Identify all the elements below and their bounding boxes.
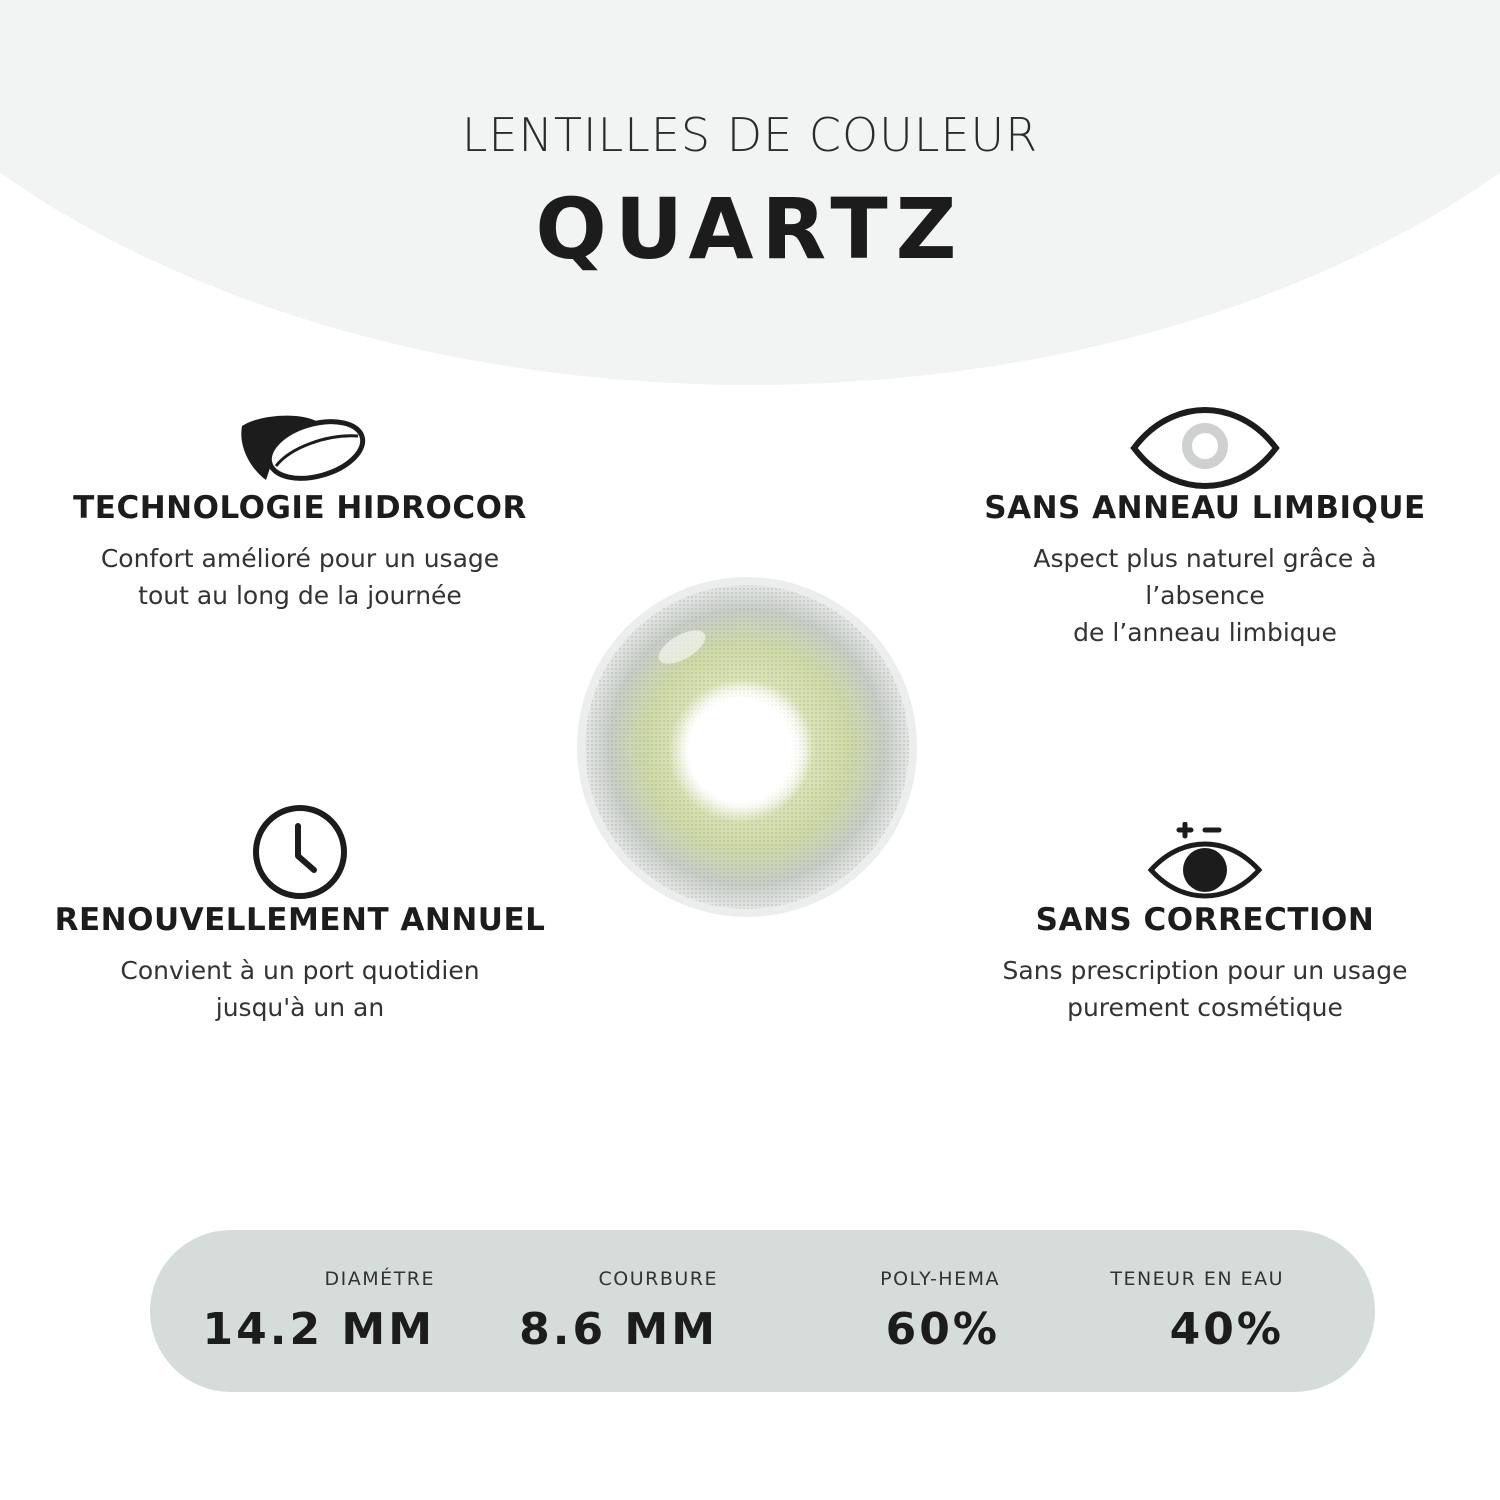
- feature-description: Convient à un port quotidien jusqu'à un an: [120, 956, 480, 1022]
- feature-description: Sans prescription pour un usage purement cosmétique: [1002, 956, 1408, 1022]
- feature-title: SANS CORRECTION: [1035, 902, 1375, 938]
- clock-icon: [20, 812, 580, 902]
- spec-water-content: [1110, 1268, 1284, 1355]
- feature-no-correction: [925, 812, 1485, 1026]
- feature-annual-renewal: [20, 812, 580, 1026]
- spec-curvature: [519, 1268, 718, 1355]
- lens-image: [570, 575, 925, 920]
- feature-no-limbal-ring: [925, 400, 1485, 651]
- spec-value: 40%: [1169, 1304, 1284, 1355]
- spec-material: [880, 1268, 1000, 1355]
- spec-value: 14.2 MM: [202, 1304, 435, 1355]
- contact-lens-icon: [20, 400, 580, 490]
- spec-value: 8.6 MM: [519, 1304, 718, 1355]
- feature-title: TECHNOLOGIE HIDROCOR: [73, 490, 527, 526]
- spec-label: TENEUR EN EAU: [1110, 1268, 1284, 1290]
- product-category: LENTILLES DE COULEUR: [461, 108, 1039, 162]
- spec-value: 60%: [885, 1304, 1000, 1355]
- feature-title: SANS ANNEAU LIMBIQUE: [984, 490, 1426, 526]
- spec-label: DIAMÉTRE: [324, 1268, 435, 1290]
- feature-description: Aspect plus naturel grâce à l’absence de l’anneau limbique: [1033, 544, 1377, 647]
- feature-hidrocor: [20, 400, 580, 614]
- eye-icon: [925, 400, 1485, 490]
- eye-plus-minus-icon: [925, 812, 1485, 902]
- spec-diameter: [203, 1268, 435, 1355]
- product-title: QUARTZ: [535, 180, 965, 278]
- spec-label: POLY-HEMA: [880, 1268, 1000, 1290]
- feature-description: Confort amélioré pour un usage tout au long de la journée: [100, 544, 500, 610]
- spec-label: COURBURE: [598, 1268, 718, 1290]
- feature-title: RENOUVELLEMENT ANNUEL: [54, 902, 546, 938]
- specifications-bar: [150, 1230, 1375, 1392]
